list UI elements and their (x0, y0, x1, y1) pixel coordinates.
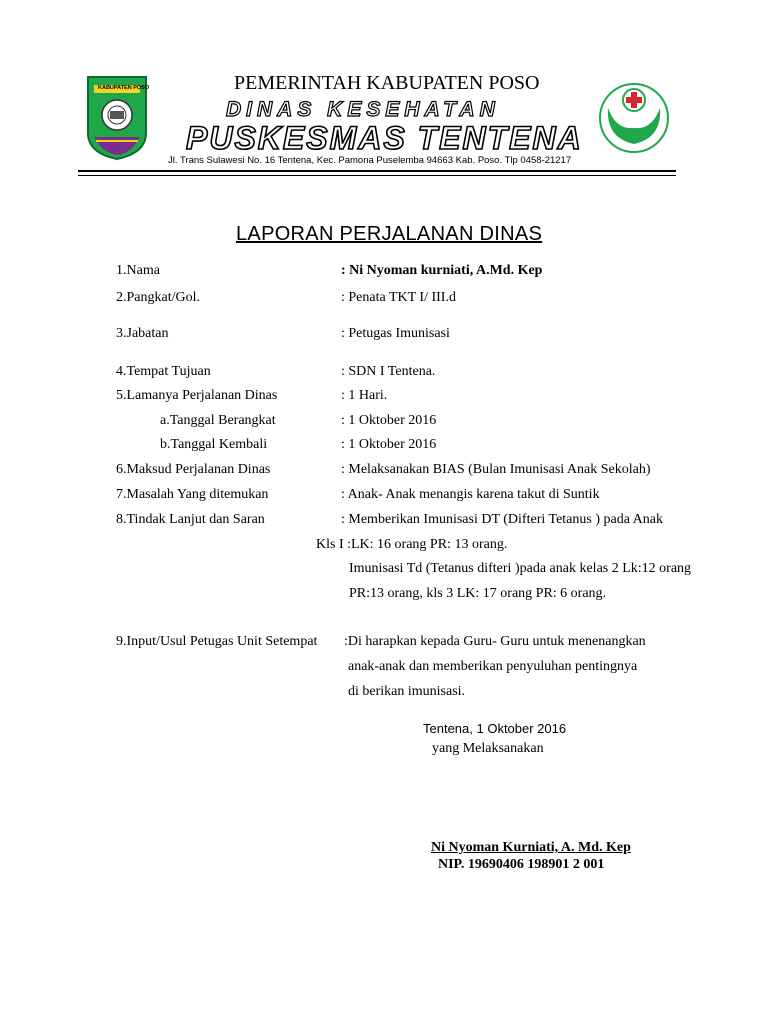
field-value-nama: : Ni Nyoman kurniati, A.Md. Kep (341, 263, 543, 278)
item9-line: :Di harapkan kepada Guru- Guru untuk menenangkan (344, 634, 646, 649)
address-line: Jl. Trans Sulawesi No. 16 Tentena, Kec. Pamona Puselemba 94663 Kab. Poso. Tlp 0458-21217 (168, 155, 572, 166)
left-logo-text: KABUPATEN POSO (98, 85, 150, 91)
signature-role: yang Melaksanakan (432, 741, 544, 756)
field-value-jabatan: : Petugas Imunisasi (341, 326, 450, 341)
field-label-kembali: b.Tanggal Kembali (160, 437, 268, 452)
institution-heading: PUSKESMAS TENTENA (186, 120, 583, 156)
field-label-maksud: 6.Maksud Perjalanan Dinas (116, 462, 271, 477)
field-value-tindak: : Memberikan Imunisasi DT (Difteri Tetanus ) pada Anak (341, 512, 663, 527)
item8-continuation-line: Imunisasi Td (Tetanus difteri )pada anak kelas 2 Lk:12 orang (349, 561, 692, 576)
item8-continuation-line: PR:13 orang, kls 3 LK: 17 orang PR: 6 orang. (349, 586, 607, 601)
field-value-masalah: : Anak- Anak menangis karena takut di Suntik (341, 487, 600, 502)
item9-line: anak-anak dan memberikan penyuluhan pentingnya (348, 659, 638, 674)
kabupaten-poso-logo (86, 75, 148, 161)
field-value-kembali: : 1 Oktober 2016 (341, 437, 437, 452)
field-label-jabatan: 3.Jabatan (116, 326, 169, 341)
field-label-input-usul: 9.Input/Usul Petugas Unit Setempat (116, 634, 318, 649)
department-heading: DINAS KESEHATAN (226, 98, 500, 121)
signer-name: Ni Nyoman Kurniati, A. Md. Kep (431, 840, 631, 855)
field-label-pangkat: 2.Pangkat/Gol. (116, 290, 200, 305)
government-heading: PEMERINTAH KABUPATEN POSO (234, 72, 540, 94)
field-label-tindak: 8.Tindak Lanjut dan Saran (116, 512, 265, 527)
field-label-lamanya: 5.Lamanya Perjalanan Dinas (116, 388, 278, 403)
item9-line: di berikan imunisasi. (348, 684, 466, 699)
field-label-masalah: 7.Masalah Yang ditemukan (116, 487, 269, 502)
field-value-tempat: : SDN I Tentena. (341, 364, 436, 379)
document-title: LAPORAN PERJALANAN DINAS (236, 223, 543, 245)
field-label-berangkat: a.Tanggal Berangkat (160, 413, 276, 428)
header-divider-thin (78, 175, 676, 176)
field-value-pangkat: : Penata TKT I/ III.d (341, 290, 456, 305)
header-divider (78, 170, 676, 172)
field-label-nama: 1.Nama (116, 263, 160, 278)
field-value-berangkat: : 1 Oktober 2016 (341, 413, 437, 428)
item8-continuation-line: Kls I :LK: 16 orang PR: 13 orang. (316, 537, 508, 552)
field-value-lamanya: : 1 Hari. (341, 388, 388, 403)
signature-place-date: Tentena, 1 Oktober 2016 (423, 721, 567, 736)
signer-nip: NIP. 19690406 198901 2 001 (438, 857, 605, 872)
bakti-husada-logo (596, 78, 672, 160)
field-value-maksud: : Melaksanakan BIAS (Bulan Imunisasi Anak Sekolah) (341, 462, 651, 477)
field-label-tempat: 4.Tempat Tujuan (116, 364, 211, 379)
